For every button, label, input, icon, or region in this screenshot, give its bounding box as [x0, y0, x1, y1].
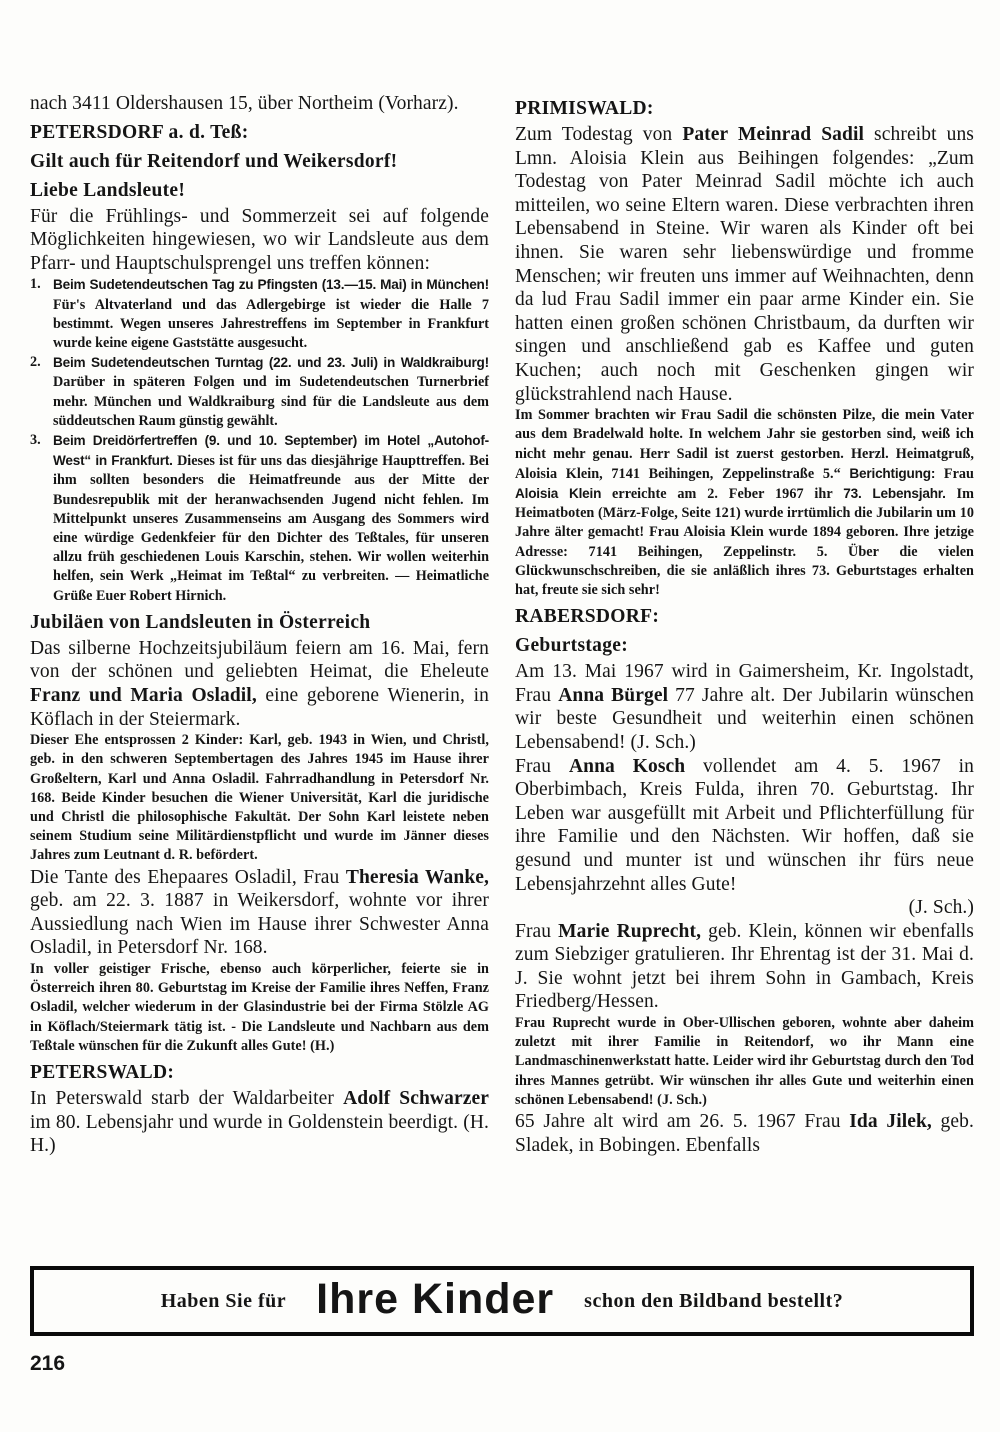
- paragraph: [515, 660, 974, 754]
- bold-text: Pater Meinrad Sadil: [682, 124, 865, 145]
- section-heading: [30, 150, 489, 174]
- paragraph: [30, 92, 489, 116]
- text-run: (J. Sch.): [908, 897, 974, 919]
- list-number: 3.: [30, 432, 41, 448]
- paragraph: [30, 960, 489, 1056]
- text-run: Gilt auch für Reitendorf und Weikersdorf!: [30, 150, 398, 172]
- text-run: nach 3411 Oldershausen 15, über Northeim (Vorharz).: [30, 93, 459, 114]
- bold-lead-text: Beim Dreidörfertreffen (9. und 10. September) im Hotel „Autohof-West“ in Frankfurt.: [53, 433, 489, 469]
- text-run: PRIMISWALD:: [515, 98, 654, 119]
- paragraph: [30, 353, 489, 431]
- text-run: geb. am 22. 3. 1887 in Weikersdorf, wohnte vor ihrer Aussiedlung nach Wien im Hause ihrer Schwester Anna Osladil, in Petersdorf Nr. 168.: [30, 890, 489, 959]
- paragraph: [30, 1087, 489, 1158]
- paragraph: [30, 866, 489, 960]
- text-run: Im Sommer brachten wir Frau Sadil die schönsten Pilze, die mein Vater aus dem Bradelwald holte. In welchem Jahr sie gestorben sind, weiß ich nicht mehr genau. Herr Sadil ist zuerst gestorben. Herzl. Heimatgruß, Aloisia Klein, 7141 Beihingen, Zeppelinstraße 5.“: [515, 407, 974, 482]
- text-run: geb. Sladek, in Bobingen. Ebenfalls: [515, 1111, 974, 1156]
- text-run: Geburtstage:: [515, 635, 628, 657]
- text-run: Dieses ist für uns das diesjährige Haupttreffen. Bei ihm sollten besonders die Heimatfreunde aus der Mitte der Bundesrepublik mit der heranwachsenden Jugend nicht fehlen. Im Mittelpunkt unseres Zusammenseins am Ausgang des Sommers wird eine würdige Gedenkfeier für den Dichter des Teßtales, für unseren allzu früh geschiedenen Louis Karschin, stehen. Wir wollen weiterhin helfen, sein Werk „Heimat im Teßtal“ zu verbreiten. — Heimatliche Grüße Euer Robert Hirnich.: [53, 453, 490, 604]
- text-run: Liebe Landsleute!: [30, 179, 186, 201]
- text-run: Jubiläen von Landsleuten in Österreich: [30, 611, 371, 633]
- text-run: Darüber in späteren Folgen und im Sudetendeutschen Turnerbrief mehr. München und Waldkraiburg sind für die Landsleute aus dem süddeutschen Raum günstig gewählt.: [53, 374, 489, 429]
- bold-lead-text: 73. Lebensjahr.: [843, 485, 946, 501]
- text-run: RABERSDORF:: [515, 606, 660, 628]
- bold-lead-text: Beim Sudetendeutschen Turntag (22. und 23. Juli) in Waldkraiburg!: [53, 355, 489, 371]
- text-run: Frau: [515, 920, 559, 942]
- text-run: Am 13. Mai 1967 wird in Gaimersheim, Kr. Ingolstadt, Frau: [515, 661, 974, 706]
- bold-text: Anna Kosch: [568, 755, 686, 777]
- paragraph: [30, 731, 489, 865]
- section-heading: [30, 1061, 489, 1085]
- paragraph: [515, 1110, 974, 1157]
- text-run: In Peterswald starb der Waldarbeiter: [30, 1088, 344, 1110]
- right-column: [515, 92, 974, 1252]
- text-run: PETERSWALD:: [30, 1062, 175, 1084]
- text-run: Frau: [935, 465, 974, 482]
- section-heading: [30, 611, 489, 635]
- text-run: 77 Jahre alt. Der Jubilarin wünschen wir beste Gesundheit und weiterhin einen schönen Lebensabend! (J. Sch.): [515, 684, 974, 753]
- section-heading: [515, 634, 974, 658]
- banner-highlight-text: Ihre Kinder: [316, 1274, 555, 1323]
- text-run: schreibt uns Lmn. Aloisia Klein aus Beihingen folgendes: „Zum Todestag von Pater Meinrad Sadil möchte ich auch mitteilen, wo seine Eltern waren. Diese verbrachten ihren Lebensabend in Steine. Wir waren als Kinder oft bei ihnen. Sie waren sehr liebenswürdige und fromme Menschen; wir freuten uns immer auf Weihnachten, denn da lud Frau Sadil immer ein paar arme Kinder ein. Sie hatten einen großen schönen Christbaum, da durften wir singen und anschließend gab es Kaffee und guten Kuchen; auch noch mit Geschenken gingen wir glückstrahlend nach Hause.: [515, 124, 974, 405]
- text-run: vollendet am 4. 5. 1967 in Oberbimbach, Kreis Fulda, ihren 70. Geburtstag. Ihr Leben war ausgefüllt mit Arbeit und Pflichterfüllung für ihre Familie und den Nächsten. Wir hoffen, daß sie gesund und munter ist und wünschen ihr fürs neue Lebensjahrzehnt alles Gute!: [515, 755, 974, 895]
- section-heading: [515, 97, 974, 121]
- left-column: [30, 92, 489, 1252]
- text-run: Im Heimatboten (März-Folge, Seite 121) wurde irrtümlich die Jubilarin um 10 Jahre älter gemacht! Frau Aloisia Klein wurde 1894 geboren. Ihre jetzige Adresse: 7141 Beihingen, Zeppelinstr. 5. Über die vielen Glückwunschschreiben, die sie anläßlich ihres 73. Geburtstages erhalten hat, freute sie sich sehr!: [515, 485, 974, 598]
- bold-text: Theresia Wanke,: [345, 866, 490, 888]
- banner-prefix-text: Haben Sie für: [160, 1289, 287, 1312]
- text-run: Dieser Ehe entsprossen 2 Kinder: Karl, geb. 1943 in Wien, und Christl, geb. in den schweren Septembertagen des Jahres 1945 im Hause ihrer Großeltern, Karl und Anna Osladil. Fahrradhandlung in Petersdorf Nr. 168. Beide Kinder besuchen die Wiener Universität, Karl die juridische und Christl die philosophische Fakultät. Der Sohn Karl leistete neben seinem Studium seine Militärdienstpflicht und wurde im Jänner dieses Jahres zum Leutnant d. R. befördert.: [30, 732, 489, 864]
- bold-lead-text: Beim Sudetendeutschen Tag zu Pfingsten (13.—15. Mai) in München!: [53, 277, 489, 293]
- bold-text: Ida Jilek,: [849, 1111, 932, 1133]
- banner-suffix-text: schon den Bildband bestellt?: [584, 1289, 844, 1312]
- text-run: In voller geistiger Frische, ebenso auch körperlicher, feierte sie in Österreich ihren 80. Geburtstag im Kreise der Familie ihres Neffen, Franz Osladil, welcher wiederum in der Glasindustrie bei der Firma Stölzle AG in Köflach/Steiermark tätig ist. - Die Landsleute und Nachbarn aus dem Teßtale wünschen für die Zukunft alles Gute! (H.): [30, 961, 489, 1054]
- list-number: 2.: [30, 354, 41, 371]
- paragraph: [30, 637, 489, 731]
- paragraph: [30, 205, 489, 276]
- bold-lead-text: Aloisia Klein: [515, 485, 602, 501]
- paragraph: [515, 406, 974, 600]
- paragraph: [515, 896, 974, 920]
- text-run: geb. Klein, können wir ebenfalls zum Siebziger gratulieren. Ihr Ehrentag ist der 31. Mai d. J. Sie wohnt jetzt bei ihrem Sohn in Gambach, Kreis Friedberg/Hessen.: [515, 920, 974, 1013]
- text-run: Frau Ruprecht wurde in Ober-Ullischen geboren, wohnte aber daheim zuletzt mit ihrer Familie in Reitendorf, wo ihr Mann eine Landmaschinenwerkstatt hatte. Leider wird ihr Geburtstag durch den Tod ihres Mannes getrübt. Wir wünschen ihr alles Gute und weiterhin einen schönen Lebensabend! (J. Sch.): [515, 1015, 974, 1108]
- paragraph: [515, 123, 974, 406]
- section-heading: [515, 605, 974, 629]
- bold-text: Adolf Schwarzer: [343, 1088, 489, 1110]
- bold-text: Anna Bürgel: [558, 684, 669, 706]
- paragraph: [30, 275, 489, 353]
- paragraph: [30, 431, 489, 606]
- text-columns: [30, 92, 974, 1252]
- bold-lead-text: Berichtigung:: [849, 465, 936, 481]
- paragraph: [515, 755, 974, 897]
- section-heading: [30, 121, 489, 145]
- text-run: Frau: [515, 755, 569, 777]
- paragraph: [515, 920, 974, 1014]
- paragraph: [515, 1014, 974, 1110]
- text-run: im 80. Lebensjahr und wurde in Goldenstein beerdigt. (H. H.): [30, 1111, 489, 1157]
- bold-text: Marie Ruprecht,: [558, 920, 702, 942]
- text-run: 65 Jahre alt wird am 26. 5. 1967 Frau: [515, 1111, 850, 1133]
- text-run: erreichte am 2. Feber 1967 ihr: [601, 485, 844, 502]
- text-run: Für die Frühlings- und Sommerzeit sei auf folgende Möglichkeiten hingewiesen, wo wir Landsleute aus dem Pfarr- und Hauptschulsprengel uns treffen können:: [30, 205, 489, 274]
- bildband-banner: [30, 1266, 974, 1336]
- section-heading: [30, 179, 489, 203]
- text-run: Die Tante des Ehepaares Osladil, Frau: [30, 866, 346, 888]
- bold-text: Franz und Maria Osladil,: [30, 685, 257, 707]
- page-number: 216: [30, 1352, 66, 1375]
- text-run: eine geborene Wienerin, in Köflach in der Steiermark.: [30, 685, 489, 730]
- text-run: PETERSDORF a. d. Teß:: [30, 121, 249, 143]
- list-number: 1.: [30, 276, 41, 293]
- text-run: Zum Todestag von: [515, 124, 683, 145]
- text-run: Das silberne Hochzeitsjubiläum feiern am 16. Mai, fern von der schönen und geliebten Heimat, die Eheleute: [30, 637, 489, 683]
- text-run: Für's Altvaterland und das Adlergebirge ist wieder die Halle 7 bestimmt. Wegen unseres Jahrestreffens im September in Frankfurt wurde keine eigene Gaststätte ausgesucht.: [53, 296, 489, 351]
